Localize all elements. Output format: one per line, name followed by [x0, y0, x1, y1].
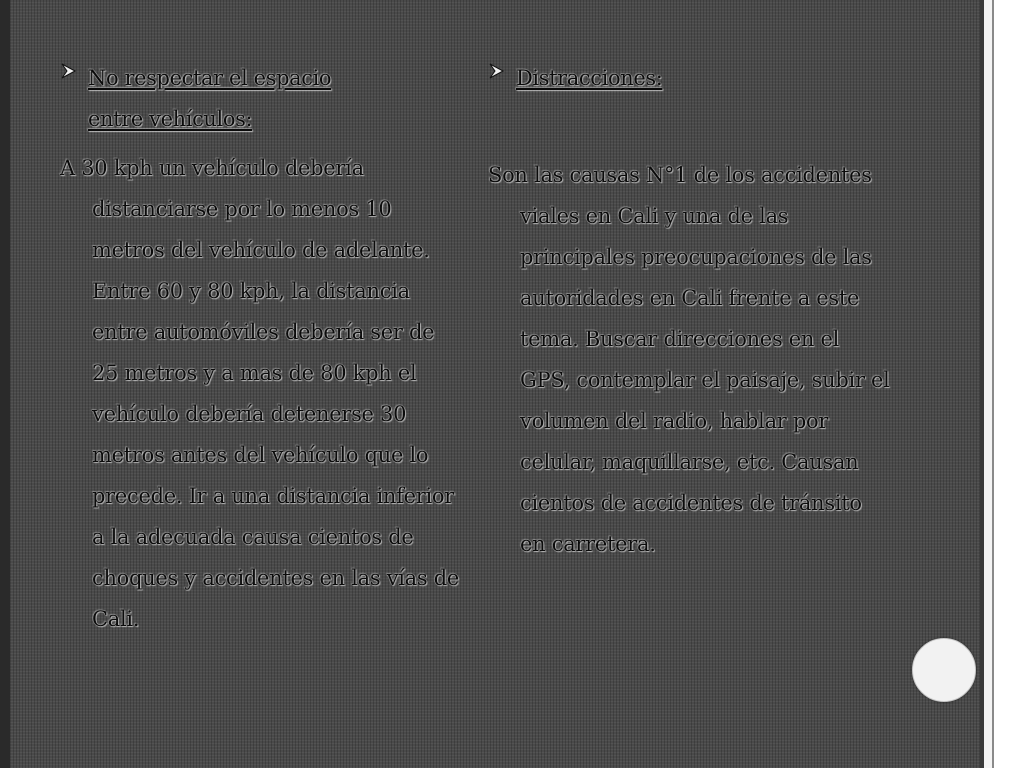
arrow-bullet-icon: [60, 58, 88, 80]
slide-corner-circle: [912, 638, 976, 702]
left-column: [60, 58, 460, 640]
left-border-strip: [0, 0, 10, 768]
left-heading: No respectar el espacio entre vehículos:: [88, 66, 332, 131]
right-heading: Distracciones:: [516, 66, 663, 90]
right-border-line-outer: [992, 0, 994, 768]
right-border-gap: [984, 0, 992, 768]
left-bullet-row: [60, 58, 460, 140]
right-body-text: Son las causas N°1 de los accidentes viales en Cali y una de las principales preocupaciones de las autoridades en Cali frente a este tema. Buscar direcciones en el GPS, contemplar el paisaje, subir el volumen del radio, hablar por celular, maquillarse, etc. Causan cientos de accidentes de tránsito en carretera.: [488, 163, 890, 556]
arrow-bullet-icon: [488, 58, 516, 80]
right-column: [488, 58, 888, 565]
right-bullet-row: [488, 58, 888, 99]
left-body-text: A 30 kph un vehículo debería distanciarse por lo menos 10 metros del vehículo de adelante. Entre 60 y 80 kph, la distancia entre automóviles debería ser de 25 metros y a mas de 80 kph el vehículo debería detenerse 30 metros antes del vehículo que lo precede. Ir a una distancia inferior a la adecuada causa cientos de choques y accidentes en las vías de Cali.: [60, 156, 460, 631]
